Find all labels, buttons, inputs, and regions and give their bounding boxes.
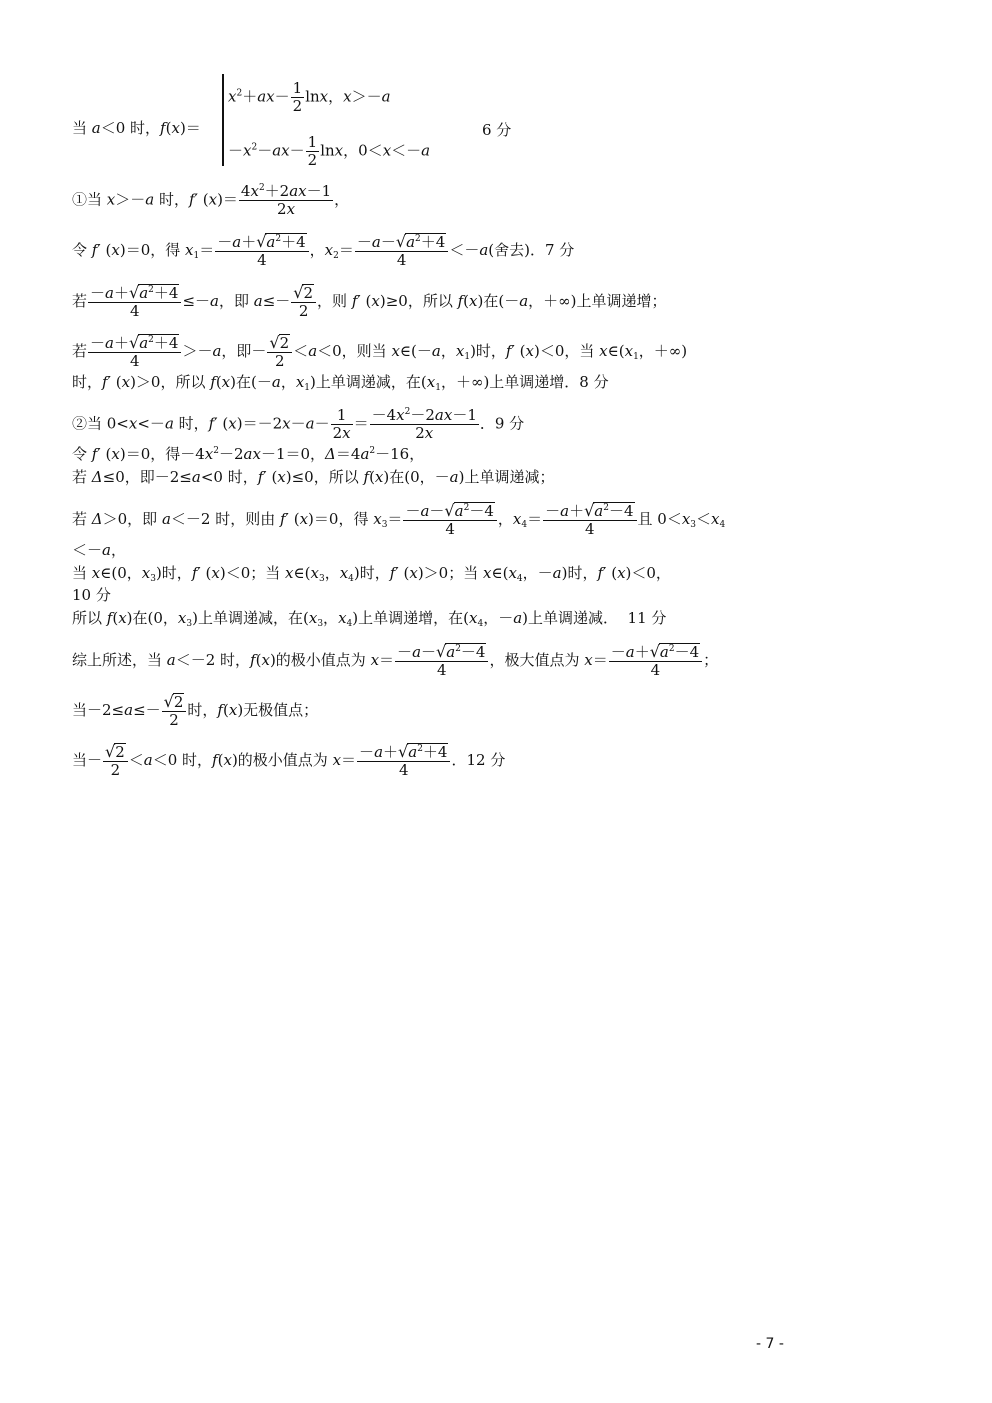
line-5: 时，f′ (x)＞0，所以 f(x)在(－a，$x_1$)上单调递减，在($x_1$，＋∞)上单调递增．8 分: [72, 373, 609, 393]
line-6: ②当 0<x<－a 时，f′ (x)＝－2x－a－ $\frac{1}{2x}$ ＝ $\frac{-4x^2-2ax-1}{2x}$ ．9 分: [72, 406, 525, 442]
line-10: ＜－a，: [72, 541, 126, 559]
line-1: ①当 x＞－a 时，f′ (x)＝ $\frac{4x^2+2ax-1}{2x}$ ，: [72, 182, 350, 218]
line-14: 综上所述，当 a＜－2 时，f(x)的极小值点为 x＝ $\frac{-a-√a^2-4}{4}$ ，极大值点为 x＝ $\frac{-a+√a^2-4}{4}$ ；: [72, 642, 719, 679]
score-6: 6 分: [482, 121, 512, 139]
line-12: 10 分: [72, 586, 111, 604]
piecewise-prefix: 当 a＜0 时，f(x)＝: [72, 119, 201, 137]
piecewise-case-1: $x^2+ax-$ $\frac{1}{2}$ lnx，x＞－a: [228, 79, 391, 115]
line-4: 若 $\frac{-a+√a^2+4}{4}$ ＞－a，即－ $\frac{√2}{2}$ ＜a＜0，则当 x∈(－a，$x_1$)时，f′ (x)＜0，当 $x\in(x_1$，＋∞): [72, 333, 688, 370]
line-3: 若 $\frac{-a+√a^2+4}{4}$ ≤－a，即 a≤－ $\frac{√2}{2}$ ，则 f′ (x)≥0，所以 f(x)在(－a，＋∞)上单调递增；: [72, 283, 667, 320]
page-number: - 7 -: [756, 1336, 784, 1352]
line-16: 当－ $\frac{√2}{2}$ ＜a＜0 时，f(x)的极小值点为 x＝ $\frac{-a+√a^2+4}{4}$ ．12 分: [72, 742, 506, 779]
piecewise-case-2: $-x^2-ax-$ $\frac{1}{2}$ lnx，0＜x＜－a: [228, 133, 431, 169]
line-2: 令 f′ (x)＝0，得 $x_1=$ $\frac{-a+√a^2+4}{4}$ ，$x_2=$ $\frac{-a-√a^2+4}{4}$ ＜－a(舍去)．7 分: [72, 232, 575, 269]
line-11: 当 x∈(0，$x_3$)时，f′ (x)＜0；当 $x\in(x_3$，$x_4$)时，f′ (x)＞0；当 $x\in(x_4$，－a)时，f′ (x)＜0，: [72, 564, 671, 584]
line-15: 当－2≤a≤－ $\frac{√2}{2}$ 时，f(x)无极值点；: [72, 692, 319, 729]
line-7: 令 f′ (x)＝0，得$-4x^2-2ax-1=0$，$\Delta=4a^2-16$，: [72, 445, 425, 463]
line-9: 若 Δ＞0，即 a＜－2 时，则由 f′ (x)＝0，得 $x_3=$ $\frac{-a-√a^2-4}{4}$ ，$x_4=$ $\frac{-a+√a^2-4}{4}$ 且 $0<x_3<x_4$: [72, 501, 726, 538]
line-13: 所以 f(x)在(0，$x_3$)上单调递减，在($x_3$，$x_4$)上单调递增，在($x_4$，－a)上单调递减． 11 分: [72, 609, 667, 629]
line-8: 若 Δ≤0，即－2≤a<0 时，f′ (x)≤0，所以 f(x)在(0，－a)上单调递减；: [72, 468, 555, 486]
